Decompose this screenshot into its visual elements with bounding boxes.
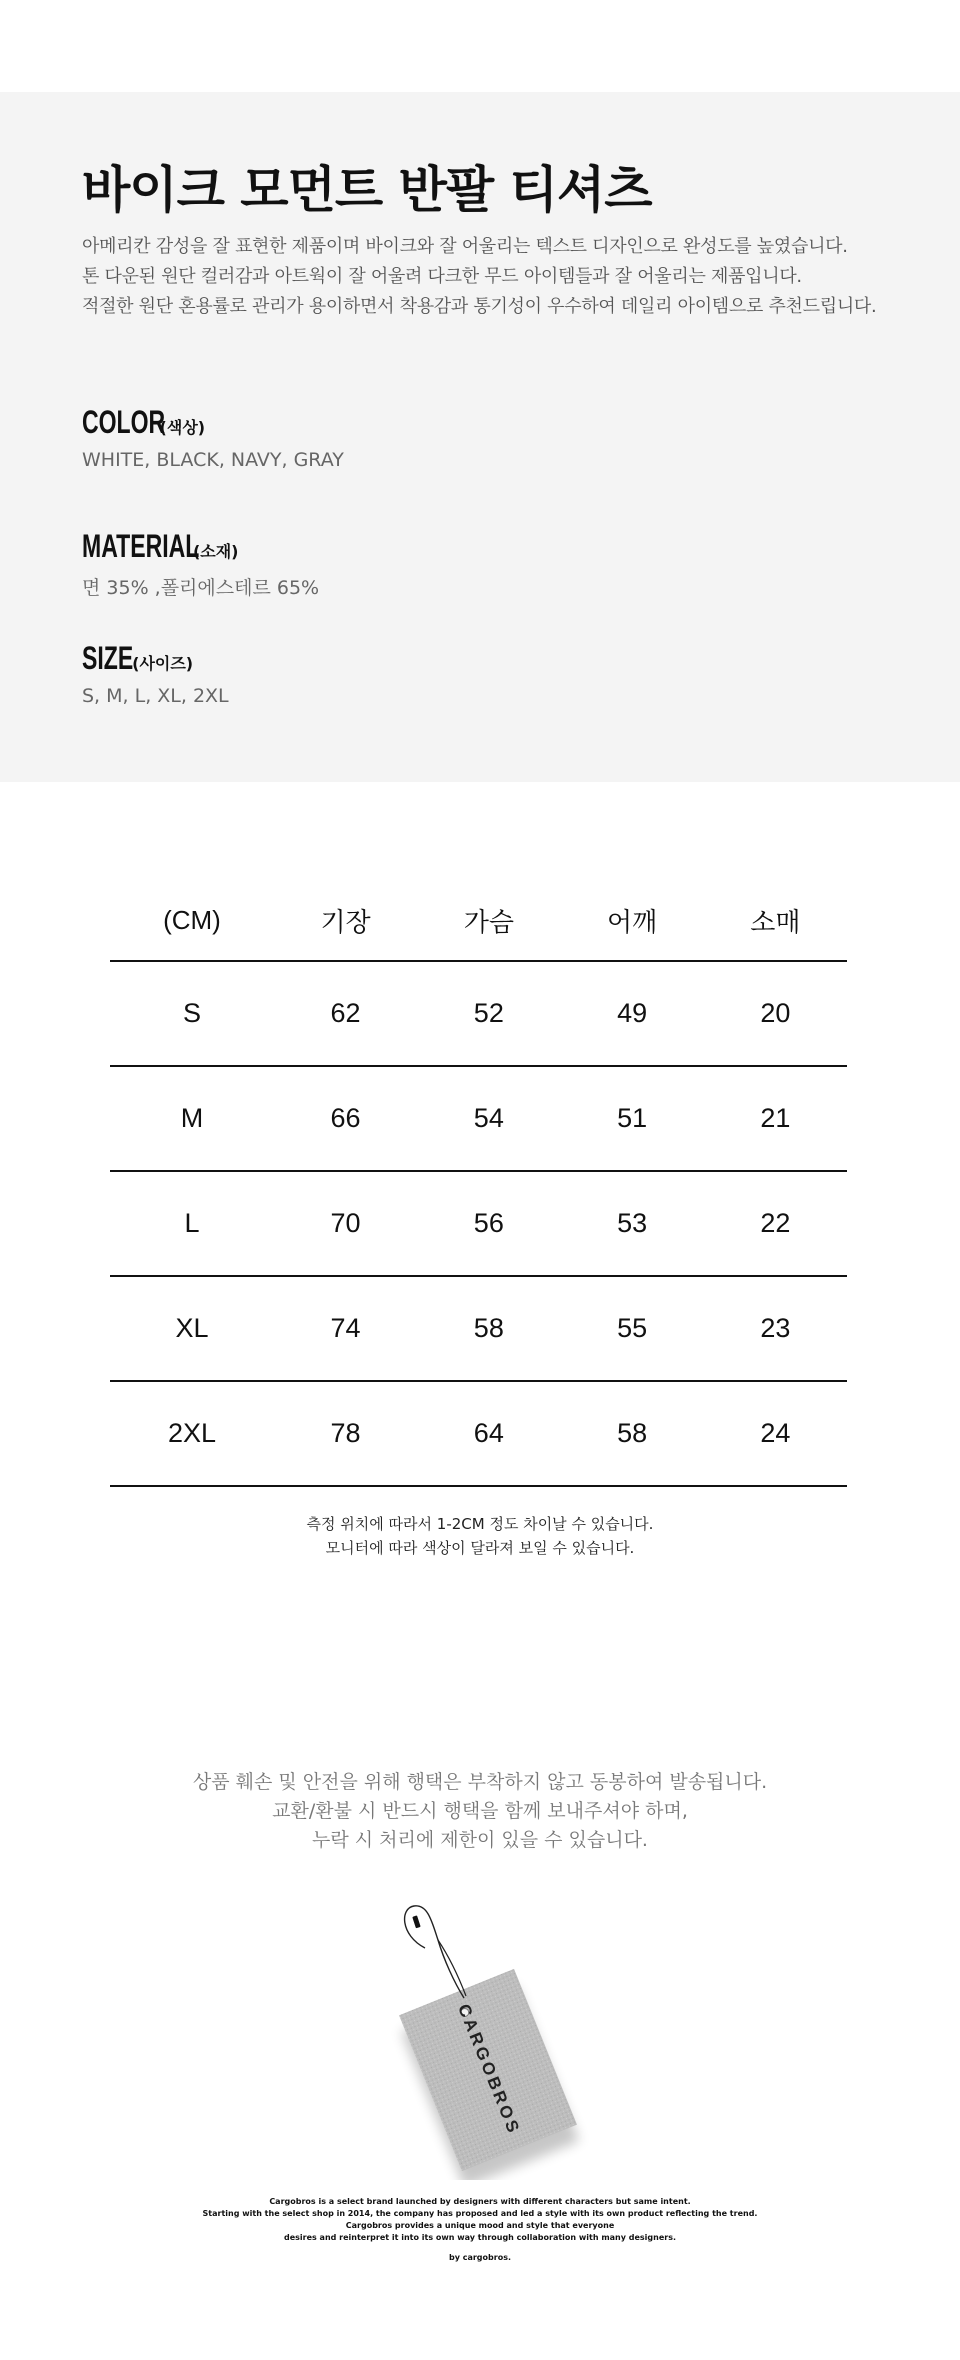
description-line: 아메리칸 감성을 잘 표현한 제품이며 바이크와 잘 어울리는 텍스트 디자인으로 완성도를 높였습니다. bbox=[82, 236, 848, 257]
about-line: Cargobros is a select brand launched by designers with different characters but same intent. bbox=[269, 2197, 691, 2206]
spec-color-sub: (색상) bbox=[159, 418, 206, 437]
spec-material bbox=[82, 528, 319, 600]
shoulder-cell: 53 bbox=[560, 1171, 703, 1276]
length-cell: 66 bbox=[274, 1066, 417, 1171]
sleeve-cell: 21 bbox=[704, 1066, 847, 1171]
size-cell: XL bbox=[110, 1276, 274, 1381]
table-row bbox=[110, 1276, 847, 1381]
shoulder-cell: 55 bbox=[560, 1276, 703, 1381]
measurement-notes bbox=[0, 1512, 960, 1560]
table-row bbox=[110, 1171, 847, 1276]
sleeve-cell: 22 bbox=[704, 1171, 847, 1276]
product-info-panel bbox=[0, 92, 960, 782]
hang-tag-icon bbox=[380, 1900, 600, 2180]
size-cell: L bbox=[110, 1171, 274, 1276]
brand-about bbox=[0, 2196, 960, 2264]
table-row bbox=[110, 1066, 847, 1171]
shoulder-cell: 51 bbox=[560, 1066, 703, 1171]
sleeve-cell: 20 bbox=[704, 961, 847, 1066]
shoulder-cell: 58 bbox=[560, 1381, 703, 1486]
length-cell: 70 bbox=[274, 1171, 417, 1276]
spec-color-label: COLOR bbox=[82, 404, 166, 440]
brand-signature: by cargobros. bbox=[448, 2253, 511, 2262]
length-cell: 74 bbox=[274, 1276, 417, 1381]
tag-notice-line: 상품 훼손 및 안전을 위해 행택은 부착하지 않고 동봉하여 발송됩니다. bbox=[192, 1771, 768, 1793]
spec-color bbox=[82, 404, 344, 471]
product-title: 바이크 모먼트 반팔 티셔츠 bbox=[82, 161, 652, 219]
chest-cell: 54 bbox=[417, 1066, 560, 1171]
spec-material-value: 면 35% ,폴리에스테르 65% bbox=[82, 577, 320, 599]
table-row bbox=[110, 1381, 847, 1486]
table-row bbox=[110, 961, 847, 1066]
spec-size-value: S, M, L, XL, 2XL bbox=[82, 685, 229, 707]
about-line: Starting with the select shop in 2014, the company has proposed and led a style with its own product reflecting the trend. bbox=[202, 2209, 758, 2218]
tag-notice-line: 교환/환불 시 반드시 행택을 함께 보내주셔야 하며, bbox=[272, 1800, 688, 1822]
size-cell: S bbox=[110, 961, 274, 1066]
description-line: 적절한 원단 혼용률로 관리가 용이하면서 착용감과 통기성이 우수하여 데일리 아이템으로 추천드립니다. bbox=[82, 296, 877, 317]
spec-size-label: SIZE bbox=[82, 640, 134, 676]
spec-material-label: MATERIAL bbox=[82, 528, 200, 564]
tag-notice-line: 누락 시 처리에 제한이 있을 수 있습니다. bbox=[312, 1829, 648, 1851]
spec-material-sub: (소재) bbox=[192, 542, 239, 561]
description-line: 톤 다운된 원단 컬러감과 아트웍이 잘 어울려 다크한 무드 아이템들과 잘 어울리는 제품입니다. bbox=[82, 266, 802, 287]
length-cell: 78 bbox=[274, 1381, 417, 1486]
shoulder-cell: 49 bbox=[560, 961, 703, 1066]
tag-notice bbox=[0, 1768, 960, 1855]
chest-cell: 64 bbox=[417, 1381, 560, 1486]
header-length: 기장 bbox=[274, 880, 417, 961]
size-cell: M bbox=[110, 1066, 274, 1171]
about-line: Cargobros provides a unique mood and style that everyone bbox=[345, 2221, 615, 2230]
chest-cell: 58 bbox=[417, 1276, 560, 1381]
header-unit: (CM) bbox=[110, 880, 274, 961]
header-sleeve: 소매 bbox=[704, 880, 847, 961]
hang-tag-brand: CARGOBROS bbox=[454, 2001, 524, 2138]
spec-size bbox=[82, 640, 229, 707]
length-cell: 62 bbox=[274, 961, 417, 1066]
chest-cell: 56 bbox=[417, 1171, 560, 1276]
spec-size-sub: (사이즈) bbox=[132, 654, 194, 673]
header-chest: 가슴 bbox=[417, 880, 560, 961]
size-table-header-row bbox=[110, 880, 847, 961]
size-table bbox=[110, 880, 847, 1487]
header-shoulder: 어깨 bbox=[560, 880, 703, 961]
size-cell: 2XL bbox=[110, 1381, 274, 1486]
product-description bbox=[82, 232, 942, 322]
monitor-note: 모니터에 따라 색상이 달라져 보일 수 있습니다. bbox=[325, 1539, 635, 1557]
sleeve-cell: 24 bbox=[704, 1381, 847, 1486]
spec-color-value: WHITE, BLACK, NAVY, GRAY bbox=[82, 449, 344, 471]
measure-note: 측정 위치에 따라서 1-2CM 정도 차이날 수 있습니다. bbox=[306, 1515, 654, 1533]
about-line: desires and reinterpret it into its own way through collaboration with many designers. bbox=[283, 2233, 677, 2242]
sleeve-cell: 23 bbox=[704, 1276, 847, 1381]
chest-cell: 52 bbox=[417, 961, 560, 1066]
